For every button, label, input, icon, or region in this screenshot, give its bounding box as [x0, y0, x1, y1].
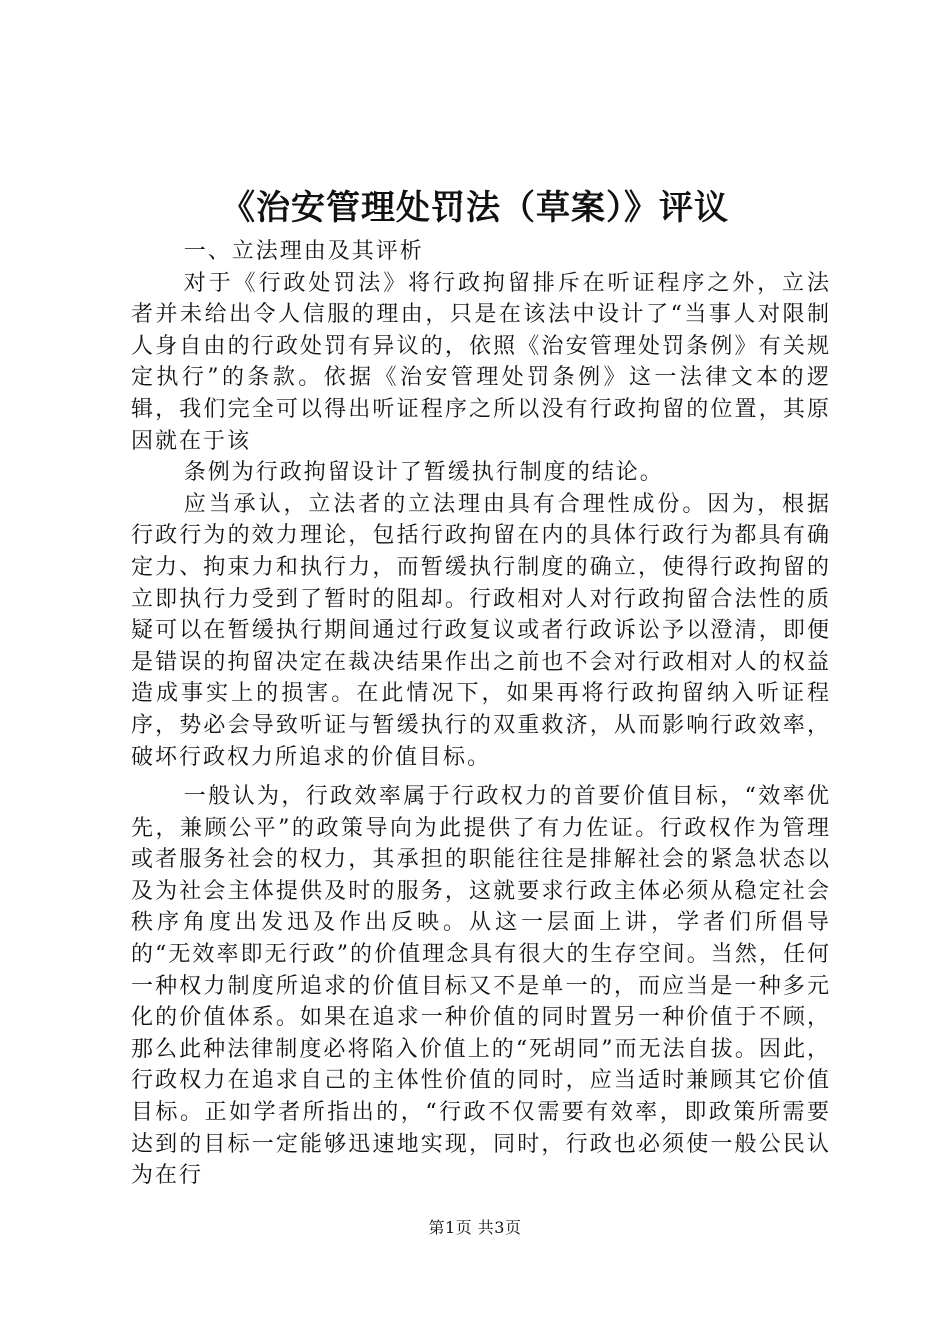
page-number: 第1页 共3页: [428, 1218, 522, 1237]
body-paragraph: 一般认为，行政效率属于行政权力的首要价值目标，“效率优先，兼顾公平”的政策导向为此提供了有力佐证。行政权作为管理或者服务社会的权力，其承担的职能往往是排解社会的紧急状态以及为社会主体提供及时的服务，这就要求行政主体必须从稳定社会秩序角度出发迅及作出反映。从这一层面上讲，学者们所倡导的“无效率即无行政”的价值理念具有很大的生存空间。当然，任何一种权力制度所追求的价值目标又不是单一的，而应当是一种多元化的价值体系。如果在追求一种价值的同时置另一种价值于不顾，那么此种法律制度必将陷入价值上的“死胡同”而无法自拔。因此，行政权力在追求自己的主体性价值的同时，应当适时兼顾其它价值目标。正如学者所指出的，“行政不仅需要有效率，即政策所需要达到的目标一定能够迅速地实现，同时，行政也必须使一般公民认为在行: [131, 784, 831, 1189]
section-heading: 一、立法理由及其评析: [183, 239, 424, 264]
body-paragraph: 应当承认，立法者的立法理由具有合理性成份。因为，根据行政行为的效力理论，包括行政拘留在内的具体行政行为都具有确定力、拘束力和执行力，而暂缓执行制度的确立，使得行政拘留的立即执行力受到了暂时的阻却。行政相对人对行政拘留合法性的质疑可以在暂缓执行期间通过行政复议或者行政诉讼予以澄清，即便是错误的拘留决定在裁决结果作出之前也不会对行政相对人的权益造成事实上的损害。在此情况下，如果再将行政拘留纳入听证程序，势必会导致听证与暂缓执行的双重救济，从而影响行政效率，破坏行政权力所追求的价值目标。: [131, 491, 831, 770]
body-paragraph: 条例为行政拘留设计了暂缓执行制度的结论。: [183, 460, 664, 486]
body-paragraph: 对于《行政处罚法》将行政拘留排斥在听证程序之外，立法者并未给出令人信服的理由，只是在该法中设计了“当事人对限制人身自由的行政处罚有异议的，依照《治安管理处罚条例》有关规定执行”的条款。依据《治安管理处罚条例》这一法律文本的逻辑，我们完全可以得出听证程序之所以没有行政拘留的位置，其原因就在于该: [131, 270, 831, 454]
document-body: [131, 236, 831, 1192]
document-title: 《治安管理处罚法（草案）》评议: [221, 188, 729, 228]
